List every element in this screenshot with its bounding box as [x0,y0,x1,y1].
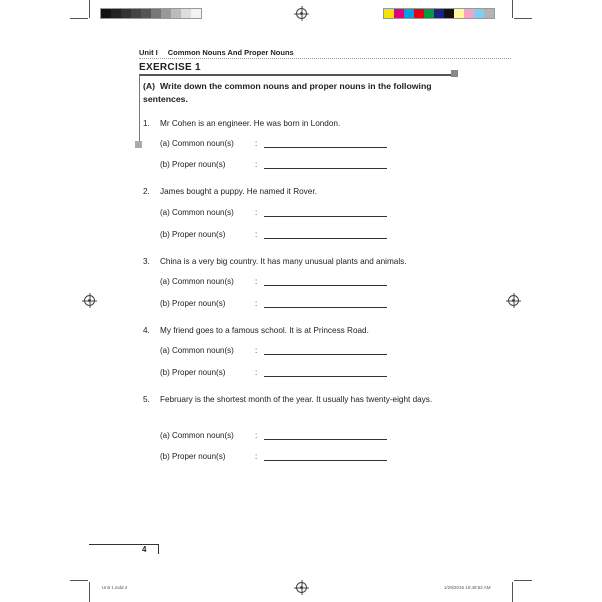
process-color-bar [383,8,495,19]
crop-mark-tl-v [89,0,90,18]
color-swatch [434,9,444,18]
answer-colon: : [255,208,258,217]
answer-label: (a) Common noun(s) [160,431,234,440]
slug-timestamp: 1/29/2015 10:48:52 AM [444,585,491,590]
unit-header [139,48,294,57]
color-swatch [484,9,494,18]
color-swatch [191,9,201,18]
instruction-text: Write down the common nouns and proper nouns in the following sentences. [143,81,432,104]
exercise-instruction [143,80,459,106]
footer-rule [89,544,159,545]
exercise-side-rule [139,75,140,143]
registration-mark-icon [296,8,307,19]
question-text: Mr Cohen is an engineer. He was born in London. [160,119,341,128]
exercise-side-square [135,141,142,148]
registration-mark-icon [84,295,95,306]
answer-colon: : [255,277,258,286]
answer-colon: : [255,160,258,169]
color-swatch [474,9,484,18]
instruction-label: (A) [143,81,156,91]
question-number: 4. [143,326,150,335]
page-number: 4 [142,545,147,554]
color-swatch [444,9,454,18]
registration-mark-icon [508,295,519,306]
color-swatch [141,9,151,18]
crop-mark-br-v [512,582,513,602]
question-text: James bought a puppy. He named it Rover. [160,187,317,196]
color-swatch [394,9,404,18]
exercise-title: EXERCISE 1 [139,62,201,73]
crop-mark-bl-v [89,582,90,602]
answer-label: (b) Proper noun(s) [160,368,226,377]
answer-colon: : [255,368,258,377]
answer-label: (b) Proper noun(s) [160,299,226,308]
answer-label: (a) Common noun(s) [160,346,234,355]
color-swatch [161,9,171,18]
question-number: 2. [143,187,150,196]
crop-mark-br-h [514,580,532,581]
color-swatch [121,9,131,18]
question-number: 1. [143,119,150,128]
unit-title: Common Nouns And Proper Nouns [167,48,294,57]
answer-colon: : [255,139,258,148]
color-swatch [414,9,424,18]
answer-line[interactable] [264,168,387,169]
color-swatch [404,9,414,18]
answer-line[interactable] [264,460,387,461]
color-swatch [131,9,141,18]
answer-line[interactable] [264,238,387,239]
color-swatch [464,9,474,18]
answer-line[interactable] [264,354,387,355]
slug-file-name: Unit 1.indd 4 [102,585,128,590]
question-number: 5. [143,395,150,404]
crop-mark-tr-v [512,0,513,18]
gray-color-bar [100,8,202,19]
answer-line[interactable] [264,147,387,148]
question-text: February is the shortest month of the year. It usually has twenty-eight days. [160,395,433,404]
answer-line[interactable] [264,439,387,440]
answer-line[interactable] [264,216,387,217]
footer-tick [158,544,159,554]
crop-mark-tr-h [514,18,532,19]
color-swatch [454,9,464,18]
answer-line[interactable] [264,285,387,286]
answer-line[interactable] [264,376,387,377]
exercise-corner-square [451,70,458,77]
answer-colon: : [255,452,258,461]
exercise-rule [139,74,457,76]
answer-label: (a) Common noun(s) [160,208,234,217]
question-text: China is a very big country. It has many unusual plants and animals. [160,257,407,266]
answer-line[interactable] [264,307,387,308]
color-swatch [171,9,181,18]
answer-label: (a) Common noun(s) [160,277,234,286]
answer-label: (b) Proper noun(s) [160,452,226,461]
color-swatch [101,9,111,18]
color-swatch [111,9,121,18]
question-text: My friend goes to a famous school. It is at Princess Road. [160,326,369,335]
question-number: 3. [143,257,150,266]
crop-mark-bl-h [70,580,88,581]
color-swatch [151,9,161,18]
answer-label: (b) Proper noun(s) [160,160,226,169]
color-swatch [181,9,191,18]
answer-label: (b) Proper noun(s) [160,230,226,239]
registration-mark-icon [296,582,307,593]
answer-label: (a) Common noun(s) [160,139,234,148]
answer-colon: : [255,431,258,440]
crop-mark-tl-h [70,18,88,19]
answer-colon: : [255,299,258,308]
unit-label: Unit I [139,48,158,57]
color-swatch [424,9,434,18]
header-divider [139,58,511,59]
answer-colon: : [255,346,258,355]
color-swatch [384,9,394,18]
answer-colon: : [255,230,258,239]
